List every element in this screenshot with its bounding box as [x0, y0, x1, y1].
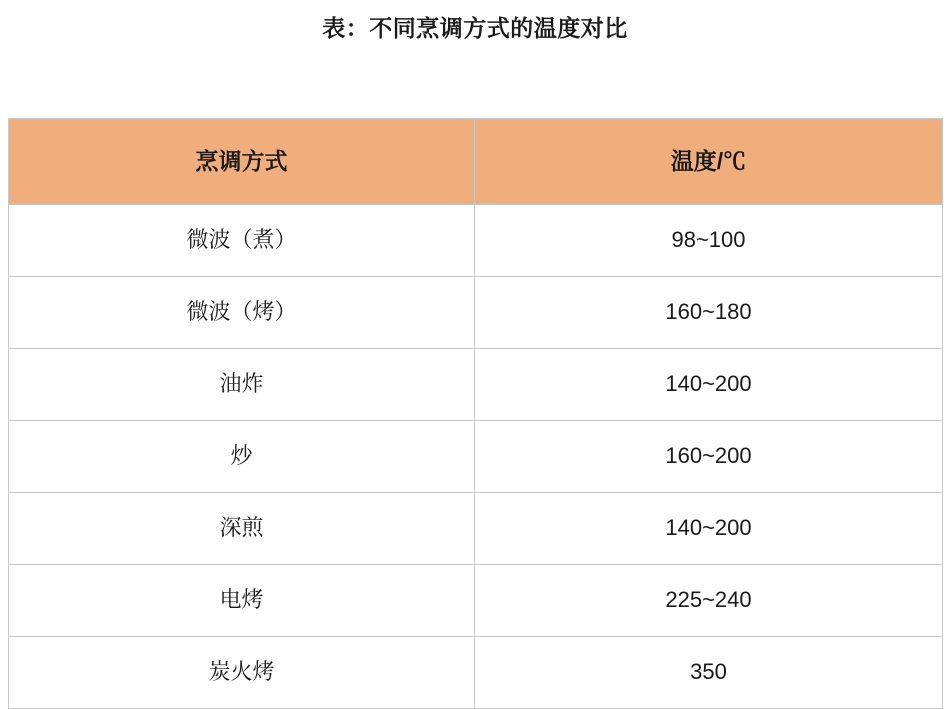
- cell-temperature: [475, 421, 943, 493]
- cell-method-value: 炭火烤: [208, 659, 275, 685]
- cell-temperature-value: 225~240: [665, 587, 752, 613]
- cell-method: [9, 637, 475, 709]
- table-row: [9, 565, 943, 637]
- cell-method: [9, 493, 475, 565]
- cell-temperature: [475, 565, 943, 637]
- table-row: [9, 421, 943, 493]
- table-row: [9, 637, 943, 709]
- page-title: 表：不同烹调方式的温度对比: [322, 15, 628, 41]
- cell-method-value: 微波（烤）: [186, 299, 297, 325]
- cooking-temperature-table: [8, 118, 943, 709]
- cell-method: [9, 205, 475, 277]
- table-header-row: [9, 119, 943, 205]
- table-row: [9, 493, 943, 565]
- cell-temperature-value: 350: [690, 659, 727, 685]
- column-header-temperature-label: 温度/℃: [670, 147, 747, 174]
- column-header-temperature: [475, 119, 943, 205]
- cell-method: [9, 277, 475, 349]
- cell-temperature-value: 140~200: [665, 515, 752, 541]
- table-container: [8, 118, 942, 709]
- cell-temperature-value: 160~200: [665, 443, 752, 469]
- cell-method-value: 炒: [230, 443, 253, 469]
- column-header-method: [9, 119, 475, 205]
- cell-method-value: 电烤: [219, 587, 264, 613]
- cell-temperature-value: 98~100: [671, 227, 746, 253]
- cell-temperature-value: 140~200: [665, 371, 752, 397]
- cell-temperature-value: 160~180: [665, 299, 752, 325]
- cell-method: [9, 565, 475, 637]
- cell-temperature: [475, 493, 943, 565]
- table-row: [9, 349, 943, 421]
- column-header-method-label: 烹调方式: [195, 147, 288, 174]
- cell-temperature: [475, 349, 943, 421]
- cell-method-value: 深煎: [219, 515, 264, 541]
- table-body: [9, 205, 943, 709]
- cell-temperature: [475, 277, 943, 349]
- cell-method: [9, 349, 475, 421]
- table-header: [9, 119, 943, 205]
- cell-method-value: 微波（煮）: [186, 227, 297, 253]
- cell-temperature: [475, 637, 943, 709]
- cell-method: [9, 421, 475, 493]
- table-row: [9, 205, 943, 277]
- cell-method-value: 油炸: [219, 371, 264, 397]
- table-row: [9, 277, 943, 349]
- cell-temperature: [475, 205, 943, 277]
